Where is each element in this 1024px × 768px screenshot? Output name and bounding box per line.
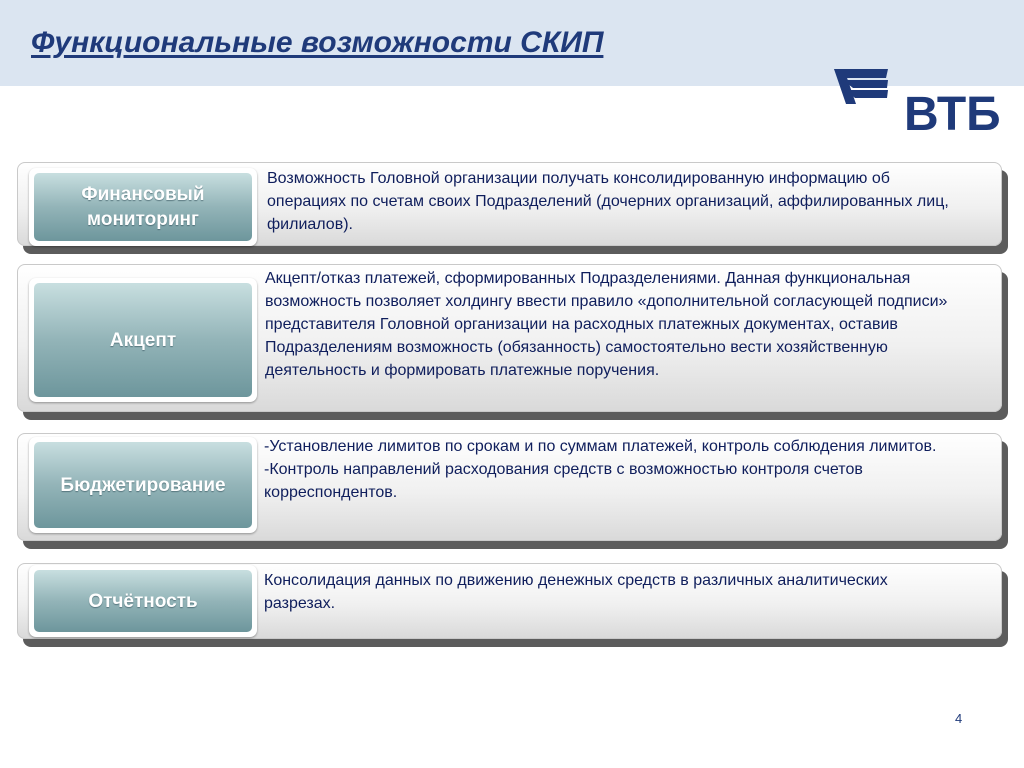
feature-label-box bbox=[29, 278, 257, 402]
page-title: Функциональные возможности СКИП bbox=[31, 26, 604, 59]
feature-description bbox=[264, 435, 976, 504]
description-paragraph: Возможность Головной организации получать консолидированную информацию об операциях по счетам своих Подразделений (дочерних организаций, аффилированных лиц, филиалов). bbox=[267, 170, 949, 233]
feature-row-acceptance bbox=[17, 264, 1002, 412]
feature-description bbox=[265, 267, 990, 382]
feature-row-budgeting bbox=[17, 433, 1002, 541]
feature-row-financial-monitoring bbox=[17, 162, 1002, 246]
feature-label: Бюджетирование bbox=[60, 474, 226, 496]
feature-label: Акцепт bbox=[109, 329, 177, 351]
feature-description bbox=[267, 167, 967, 236]
description-bullet: -Контроль направлений расходования средств с возможностью контроля счетов корреспондентов. bbox=[264, 461, 863, 501]
description-paragraph: Консолидация данных по движению денежных средств в различных аналитических разрезах. bbox=[264, 572, 888, 612]
feature-description bbox=[264, 569, 914, 615]
feature-label-box bbox=[29, 437, 257, 533]
feature-label-box bbox=[29, 168, 257, 246]
logo-text: ВТБ bbox=[904, 88, 1001, 134]
feature-label-box bbox=[29, 565, 257, 637]
page-number: 4 bbox=[955, 711, 963, 726]
description-paragraph: Акцепт/отказ платежей, сформированных Подразделениями. Данная функциональная возможность позволяет холдингу ввести правило «дополнительной согласующей подписи» представителя Головной организации на расходных платежных документах, оставив Подразделениям возможность (обязанность) самостоятельно вести хозяйственную деятельность и формировать платежные поручения. bbox=[265, 270, 948, 379]
feature-label: Финансовый мониторинг bbox=[81, 184, 205, 230]
vtb-logo bbox=[834, 66, 1009, 134]
feature-label: Отчётность bbox=[88, 590, 198, 612]
description-bullet: -Установление лимитов по срокам и по суммам платежей, контроль соблюдения лимитов. bbox=[264, 438, 937, 455]
feature-row-reporting bbox=[17, 563, 1002, 639]
